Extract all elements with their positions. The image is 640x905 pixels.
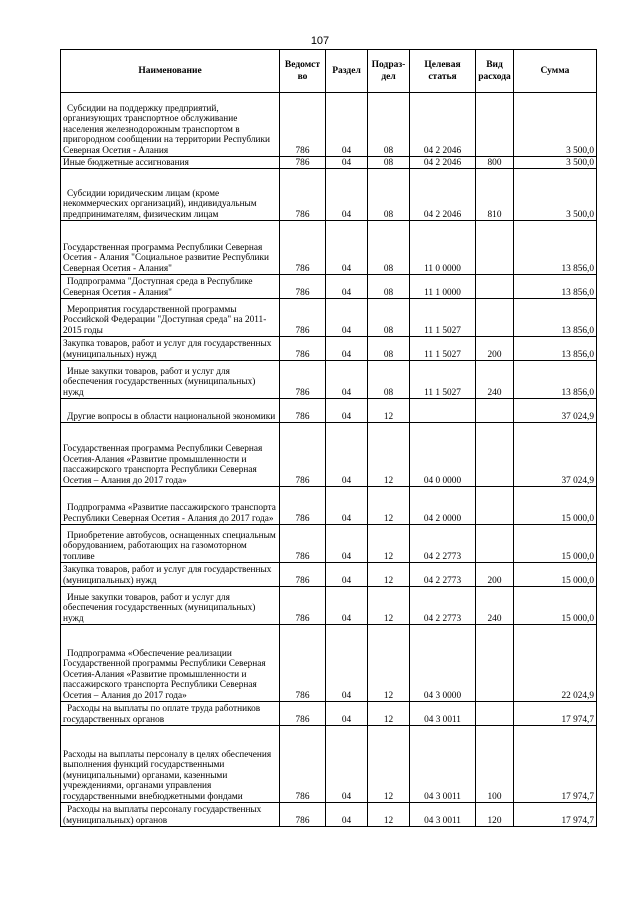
row-vid-rashoda: 200 — [476, 563, 514, 587]
row-podrazdel: 12 — [368, 525, 410, 563]
row-celevaya-statya: 04 3 0011 — [410, 726, 476, 803]
row-razdel: 04 — [326, 169, 368, 221]
row-name: Закупка товаров, работ и услуг для государственных (муниципальных) нужд — [61, 337, 280, 361]
row-celevaya-statya: 04 3 0011 — [410, 803, 476, 827]
row-celevaya-statya: 04 3 0000 — [410, 625, 476, 702]
row-podrazdel: 12 — [368, 625, 410, 702]
table-row — [61, 625, 597, 702]
row-summa: 15 000,0 — [514, 525, 597, 563]
row-vid-rashoda: 100 — [476, 726, 514, 803]
row-vid-rashoda — [476, 625, 514, 702]
row-summa: 3 500,0 — [514, 169, 597, 221]
row-celevaya-statya: 11 1 0000 — [410, 275, 476, 299]
header-podrazdel-line1: Подраз- — [371, 60, 406, 70]
row-summa: 15 000,0 — [514, 587, 597, 625]
row-vedomstvo: 786 — [280, 726, 326, 803]
row-summa: 17 974,7 — [514, 702, 597, 726]
page-number: 107 — [310, 35, 330, 47]
row-vedomstvo: 786 — [280, 299, 326, 337]
row-summa: 13 856,0 — [514, 361, 597, 399]
table-row — [61, 525, 597, 563]
table-row — [61, 221, 597, 275]
row-podrazdel: 08 — [368, 299, 410, 337]
row-vid-rashoda — [476, 487, 514, 525]
row-celevaya-statya: 04 2 2773 — [410, 587, 476, 625]
header-row — [61, 50, 597, 93]
row-razdel: 04 — [326, 93, 368, 157]
row-podrazdel: 08 — [368, 361, 410, 399]
row-celevaya-statya — [410, 399, 476, 423]
row-podrazdel: 12 — [368, 702, 410, 726]
row-summa: 17 974,7 — [514, 726, 597, 803]
row-vid-rashoda — [476, 399, 514, 423]
row-name: Подпрограмма "Доступная среда в Республике Северная Осетия - Алания" — [61, 275, 280, 299]
header-name: Наименование — [61, 50, 280, 93]
row-name: Иные закупки товаров, работ и услуг для обеспечения государственных (муниципальных) нужд — [61, 587, 280, 625]
row-name: Иные бюджетные ассигнования — [61, 157, 280, 169]
row-name: Субсидии юридическим лицам (кроме некоммерческих организаций), индивидуальным предпринимателям, физическим лицам — [61, 169, 280, 221]
row-celevaya-statya: 04 0 0000 — [410, 423, 476, 487]
row-summa: 37 024,9 — [514, 423, 597, 487]
row-celevaya-statya: 04 2 2046 — [410, 169, 476, 221]
header-vedomstvo — [280, 50, 326, 93]
row-podrazdel: 08 — [368, 93, 410, 157]
row-summa: 3 500,0 — [514, 157, 597, 169]
row-podrazdel: 12 — [368, 423, 410, 487]
row-vid-rashoda: 240 — [476, 361, 514, 399]
row-razdel: 04 — [326, 803, 368, 827]
row-razdel: 04 — [326, 487, 368, 525]
row-name: Расходы на выплаты персоналу в целях обеспечения выполнения функций государственными (муниципальными) органами, казенными учреждениями, органами управления государственными внебюджетными фондами — [61, 726, 280, 803]
row-razdel: 04 — [326, 525, 368, 563]
row-vedomstvo: 786 — [280, 169, 326, 221]
row-razdel: 04 — [326, 275, 368, 299]
row-name: Другие вопросы в области национальной экономики — [61, 399, 280, 423]
row-name: Мероприятия государственной программы Российской Федерации "Доступная среда" на 2011-2015 годы — [61, 299, 280, 337]
row-vedomstvo: 786 — [280, 93, 326, 157]
row-celevaya-statya: 04 2 0000 — [410, 487, 476, 525]
table-header — [61, 50, 597, 93]
table-row — [61, 275, 597, 299]
row-podrazdel: 08 — [368, 221, 410, 275]
row-vedomstvo: 786 — [280, 525, 326, 563]
row-summa: 15 000,0 — [514, 563, 597, 587]
row-podrazdel: 08 — [368, 157, 410, 169]
header-celevaya-line2: статья — [428, 72, 457, 82]
row-vid-rashoda: 240 — [476, 587, 514, 625]
table-row — [61, 157, 597, 169]
header-podrazdel-line2: дел — [381, 72, 396, 82]
row-vid-rashoda — [476, 275, 514, 299]
row-razdel: 04 — [326, 221, 368, 275]
budget-table — [60, 49, 597, 827]
row-name: Закупка товаров, работ и услуг для государственных (муниципальных) нужд — [61, 563, 280, 587]
row-podrazdel: 12 — [368, 587, 410, 625]
row-podrazdel: 12 — [368, 399, 410, 423]
row-vid-rashoda: 120 — [476, 803, 514, 827]
row-summa: 22 024,9 — [514, 625, 597, 702]
row-vedomstvo: 786 — [280, 157, 326, 169]
table-row — [61, 361, 597, 399]
row-vedomstvo: 786 — [280, 587, 326, 625]
row-vid-rashoda — [476, 702, 514, 726]
row-summa: 13 856,0 — [514, 299, 597, 337]
row-celevaya-statya: 11 1 5027 — [410, 361, 476, 399]
row-razdel: 04 — [326, 337, 368, 361]
table-row — [61, 587, 597, 625]
header-vid-line1: Вид — [486, 60, 503, 70]
header-razdel: Раздел — [326, 50, 368, 93]
row-razdel: 04 — [326, 587, 368, 625]
table-row — [61, 726, 597, 803]
row-vid-rashoda: 810 — [476, 169, 514, 221]
row-celevaya-statya: 04 2 2046 — [410, 93, 476, 157]
row-vedomstvo: 786 — [280, 625, 326, 702]
row-summa: 13 856,0 — [514, 337, 597, 361]
row-podrazdel: 08 — [368, 275, 410, 299]
row-vedomstvo: 786 — [280, 361, 326, 399]
row-name: Иные закупки товаров, работ и услуг для обеспечения государственных (муниципальных) нужд — [61, 361, 280, 399]
row-podrazdel: 12 — [368, 803, 410, 827]
row-summa: 13 856,0 — [514, 221, 597, 275]
row-celevaya-statya: 04 2 2773 — [410, 563, 476, 587]
table-row — [61, 803, 597, 827]
row-celevaya-statya: 04 3 0011 — [410, 702, 476, 726]
row-vid-rashoda: 200 — [476, 337, 514, 361]
row-razdel: 04 — [326, 361, 368, 399]
table-row — [61, 487, 597, 525]
row-podrazdel: 12 — [368, 487, 410, 525]
row-vid-rashoda — [476, 525, 514, 563]
header-podrazdel — [368, 50, 410, 93]
row-razdel: 04 — [326, 563, 368, 587]
row-razdel: 04 — [326, 157, 368, 169]
row-podrazdel: 08 — [368, 169, 410, 221]
row-summa: 37 024,9 — [514, 399, 597, 423]
table-row — [61, 702, 597, 726]
row-podrazdel: 12 — [368, 726, 410, 803]
table-row — [61, 337, 597, 361]
row-name: Подпрограмма «Обеспечение реализации Государственной программы Республики Северная Осетия-Алания «Развитие промышленности и пассажирского транспорта Республики Северная Осетия – Алания до 2017 года» — [61, 625, 280, 702]
row-vid-rashoda — [476, 299, 514, 337]
row-razdel: 04 — [326, 625, 368, 702]
row-razdel: 04 — [326, 702, 368, 726]
header-vedomstvo-line1: Ведомст — [284, 60, 321, 70]
header-celevaya-statya — [410, 50, 476, 93]
row-celevaya-statya: 04 2 2773 — [410, 525, 476, 563]
table-row — [61, 169, 597, 221]
row-vid-rashoda — [476, 93, 514, 157]
row-name: Субсидии на поддержку предприятий, организующих транспортное обслуживание населения железнодорожным транспортом в пригородном сообщении на территории Республики Северная Осетия - Алания — [61, 93, 280, 157]
row-name: Расходы на выплаты по оплате труда работников государственных органов — [61, 702, 280, 726]
row-summa: 3 500,0 — [514, 93, 597, 157]
row-vedomstvo: 786 — [280, 487, 326, 525]
row-summa: 17 974,7 — [514, 803, 597, 827]
header-vedomstvo-line2: во — [297, 72, 308, 82]
row-name: Государственная программа Республики Северная Осетия - Алания "Социальное развитие Республики Северная Осетия - Алания" — [61, 221, 280, 275]
row-summa: 13 856,0 — [514, 275, 597, 299]
row-razdel: 04 — [326, 299, 368, 337]
row-vedomstvo: 786 — [280, 702, 326, 726]
row-vid-rashoda — [476, 423, 514, 487]
row-celevaya-statya: 11 1 5027 — [410, 299, 476, 337]
table-row — [61, 423, 597, 487]
header-vid-line2: расхода — [478, 72, 511, 82]
row-vedomstvo: 786 — [280, 399, 326, 423]
row-celevaya-statya: 11 0 0000 — [410, 221, 476, 275]
table-row — [61, 299, 597, 337]
row-name: Государственная программа Республики Северная Осетия-Алания «Развитие промышленности и пассажирского транспорта Республики Северная Осетия – Алания до 2017 года» — [61, 423, 280, 487]
row-name: Подпрограмма «Развитие пассажирского транспорта Республики Северная Осетия - Алания до 2017 года» — [61, 487, 280, 525]
row-razdel: 04 — [326, 423, 368, 487]
row-celevaya-statya: 11 1 5027 — [410, 337, 476, 361]
row-vedomstvo: 786 — [280, 563, 326, 587]
row-vedomstvo: 786 — [280, 275, 326, 299]
row-vedomstvo: 786 — [280, 337, 326, 361]
header-vid-rashoda — [476, 50, 514, 93]
table-row — [61, 563, 597, 587]
header-celevaya-line1: Целевая — [424, 60, 461, 70]
header-summa: Сумма — [514, 50, 597, 93]
row-celevaya-statya: 04 2 2046 — [410, 157, 476, 169]
row-name: Расходы на выплаты персоналу государственных (муниципальных) органов — [61, 803, 280, 827]
row-summa: 15 000,0 — [514, 487, 597, 525]
row-podrazdel: 12 — [368, 563, 410, 587]
row-vid-rashoda — [476, 221, 514, 275]
row-razdel: 04 — [326, 726, 368, 803]
table-row — [61, 93, 597, 157]
row-razdel: 04 — [326, 399, 368, 423]
row-vedomstvo: 786 — [280, 803, 326, 827]
row-vedomstvo: 786 — [280, 423, 326, 487]
table-row — [61, 399, 597, 423]
row-name: Приобретение автобусов, оснащенных специальным оборудованием, работающих на газомоторном топливе — [61, 525, 280, 563]
row-vid-rashoda: 800 — [476, 157, 514, 169]
row-vedomstvo: 786 — [280, 221, 326, 275]
row-podrazdel: 08 — [368, 337, 410, 361]
table-body — [61, 93, 597, 827]
